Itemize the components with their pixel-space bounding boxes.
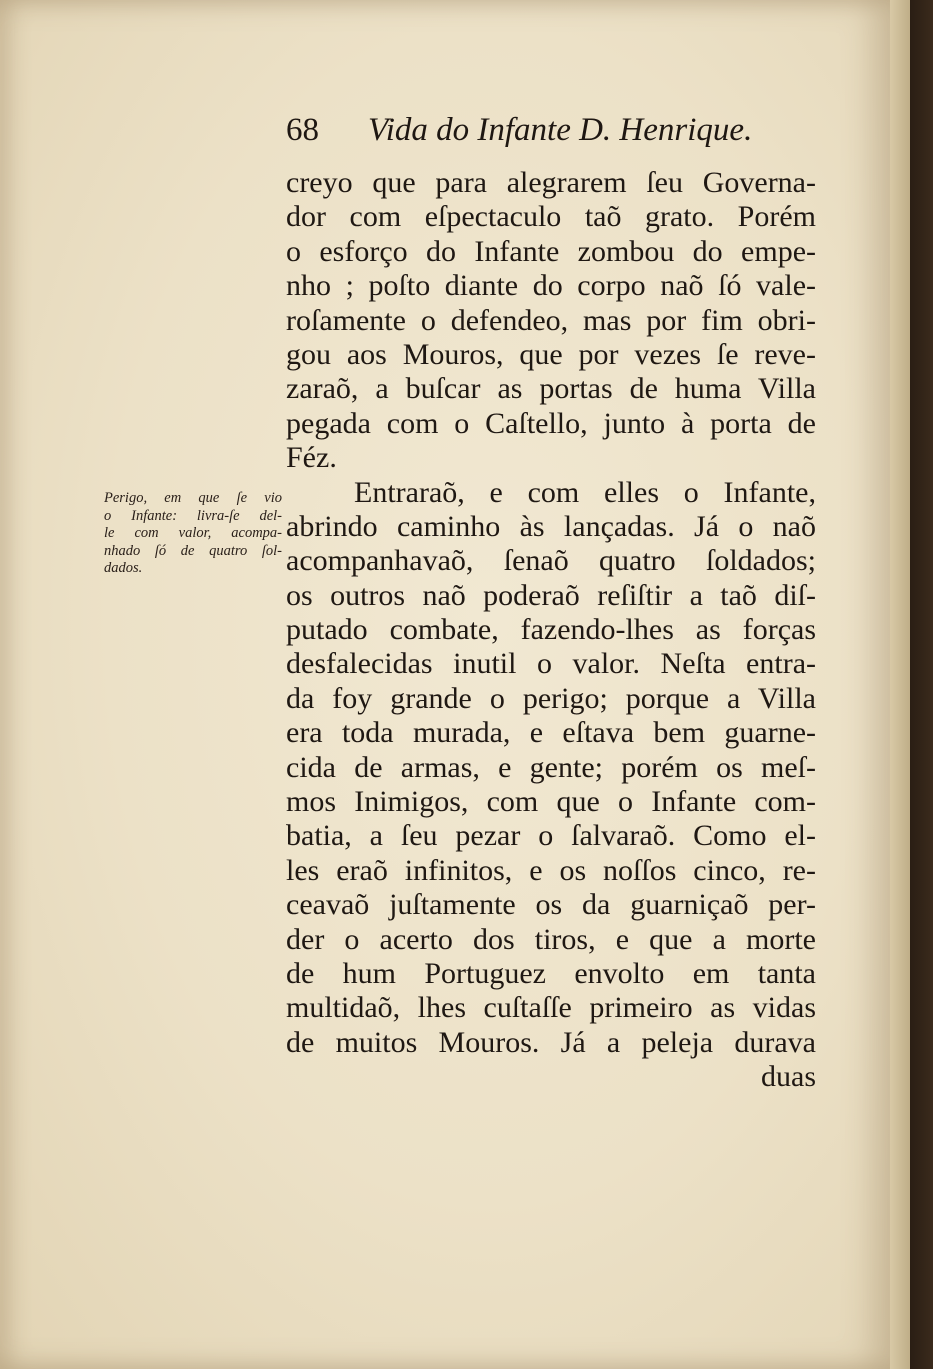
- adjacent-page-edge: [910, 0, 933, 1369]
- text-line: der o acerto dos tiros, e que a morte: [286, 922, 816, 956]
- text-line: cida de armas, e gente; porém os meſ-: [286, 750, 816, 784]
- text-line: o esforço do Infante zombou do empe-: [286, 234, 816, 268]
- text-line: batia, a ſeu pezar o ſalvaraõ. Como el-: [286, 819, 816, 853]
- text-line: de hum Portuguez envolto em tanta: [286, 956, 816, 990]
- text-line: Féz.: [286, 441, 337, 475]
- text-line: roſamente o defendeo, mas por fim obri-: [286, 303, 816, 337]
- marginal-note-line: nhado ſó de quatro ſol-: [104, 542, 282, 559]
- text-line: mos Inimigos, com que o Infante com-: [286, 785, 816, 819]
- running-title: Vida do Infante D. Henrique.: [368, 112, 753, 148]
- text-line: creyo que para alegrarem ſeu Governa-: [286, 166, 816, 199]
- text-line: putado combate, fazendo-lhes as forças: [286, 613, 816, 647]
- text-line: les eraõ infinitos, e os noſſos cinco, re-: [286, 853, 816, 887]
- marginal-note-line: Perigo, em que ſe vio: [104, 490, 282, 506]
- text-line: da foy grande o perigo; porque a Villa: [286, 681, 816, 715]
- page-number: 68: [286, 112, 319, 148]
- text-line: zaraõ, a buſcar as portas de huma Villa: [286, 372, 816, 406]
- text-line: multidaõ, lhes cuſtaſſe primeiro as vidas: [286, 991, 816, 1025]
- text-line: era toda murada, e eſtava bem guarne-: [286, 716, 816, 750]
- text-line: de muitos Mouros. Já a peleja durava: [286, 1025, 816, 1059]
- text-line: os outros naõ poderaõ reſiſtir a taõ diſ-: [286, 578, 816, 612]
- marginal-note-line: o Infante: livra-ſe del-: [104, 507, 282, 524]
- body-text: [286, 166, 816, 1095]
- text-line: Entraraõ, e com elles o Infante,: [354, 475, 816, 509]
- text-line: nho ; poſto diante do corpo naõ ſó vale-: [286, 269, 816, 303]
- marginal-note-line: le com valor, acompa-: [104, 525, 282, 542]
- text-line: dor com eſpectaculo taõ grato. Porém: [286, 200, 816, 234]
- page-gutter: [890, 0, 910, 1369]
- text-line: ceavaõ juſtamente os da guarniçaõ per-: [286, 888, 816, 922]
- page-header: [286, 112, 826, 156]
- text-line: desfalecidas inutil o valor. Neſta entra-: [286, 647, 816, 681]
- text-line: pegada com o Caſtello, junto à porta de: [286, 406, 816, 440]
- text-line: acompanhavaõ, ſenaõ quatro ſoldados;: [286, 544, 816, 578]
- text-line: abrindo caminho às lançadas. Já o naõ: [286, 509, 816, 543]
- text-line: gou aos Mouros, que por vezes ſe reve-: [286, 337, 816, 371]
- marginal-note-line: dados.: [104, 560, 143, 577]
- marginal-note: [104, 490, 282, 578]
- catchword: duas: [761, 1060, 816, 1094]
